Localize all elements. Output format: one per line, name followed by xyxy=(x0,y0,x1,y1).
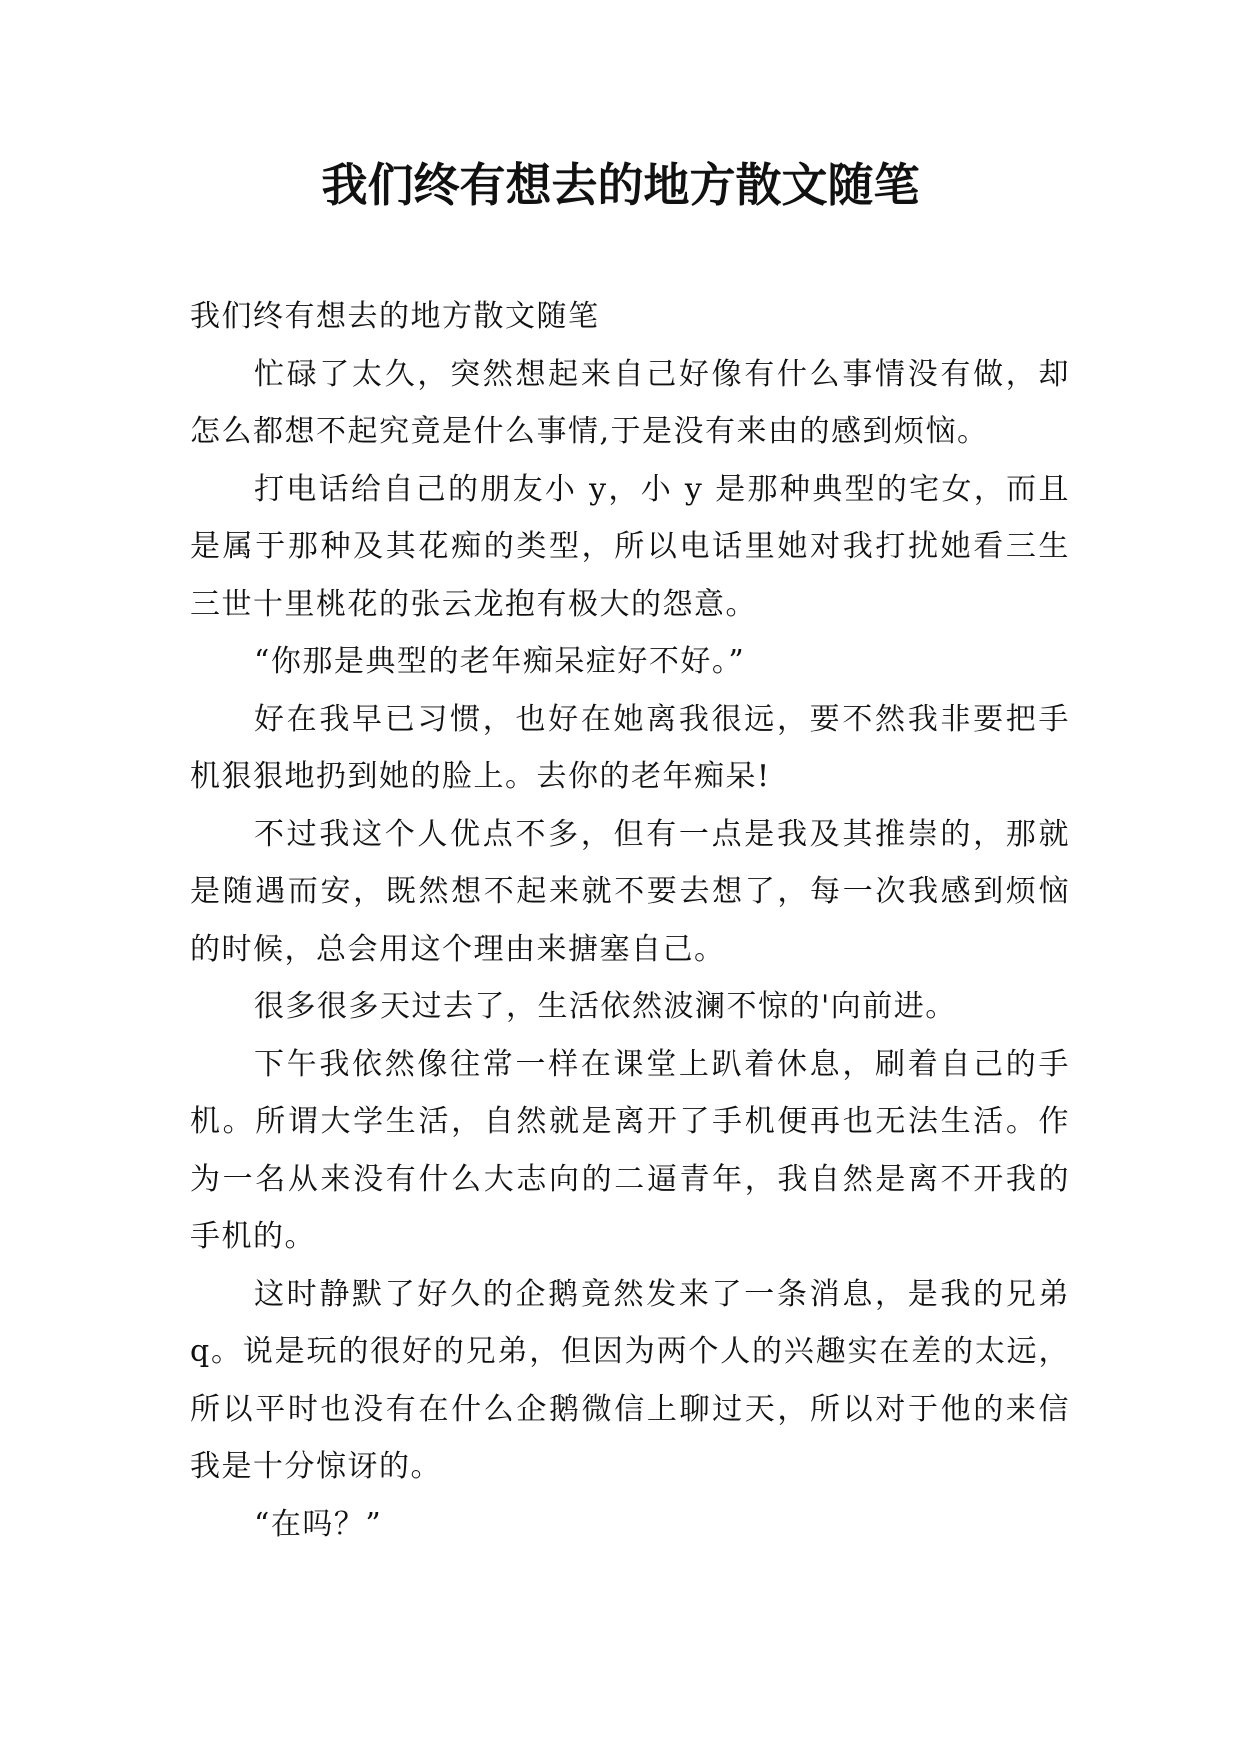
paragraph: “在吗？” xyxy=(254,1506,383,1542)
paragraph: 下午我依然像往常一样在课堂上趴着休息，刷着自己的手机。所谓大学生活，自然就是离开了手机便再也无法生活。作为一名从来没有什么大志向的二逼青年，我自然是离不开我的手机的。 xyxy=(190,1046,1070,1254)
document-subtitle: 我们终有想去的地方散文随笔 xyxy=(190,299,600,334)
page-title: 我们终有想去的地方散文随笔 xyxy=(321,158,920,212)
paragraph: 不过我这个人优点不多，但有一点是我及其推崇的，那就是随遇而安，既然想不起来就不要去想了，每一次我感到烦恼的时候，总会用这个理由来搪塞自己。 xyxy=(190,816,1070,967)
paragraph: 忙碌了太久，突然想起来自己好像有什么事情没有做，却怎么都想不起究竟是什么事情,于是没有来由的感到烦恼。 xyxy=(190,356,1070,449)
paragraph: 打电话给自己的朋友小 y，小 y 是那种典型的宅女，而且是属于那种及其花痴的类型，所以电话里她对我打扰她看三生三世十里桃花的张云龙抱有极大的怨意。 xyxy=(190,471,1070,622)
document-body xyxy=(190,288,1070,1553)
paragraph: 好在我早已习惯，也好在她离我很远，要不然我非要把手机狠狠地扔到她的脸上。去你的老年痴呆! xyxy=(190,701,1070,794)
paragraph: “你那是典型的老年痴呆症好不好。” xyxy=(254,644,746,679)
paragraph: 这时静默了好久的企鹅竟然发来了一条消息，是我的兄弟 q。说是玩的很好的兄弟，但因为两个人的兴趣实在差的太远，所以平时也没有在什么企鹅微信上聊过天，所以对于他的来信我是十分惊讶的。 xyxy=(190,1276,1070,1484)
paragraph: 很多很多天过去了，生活依然波澜不惊的'向前进。 xyxy=(254,989,957,1024)
